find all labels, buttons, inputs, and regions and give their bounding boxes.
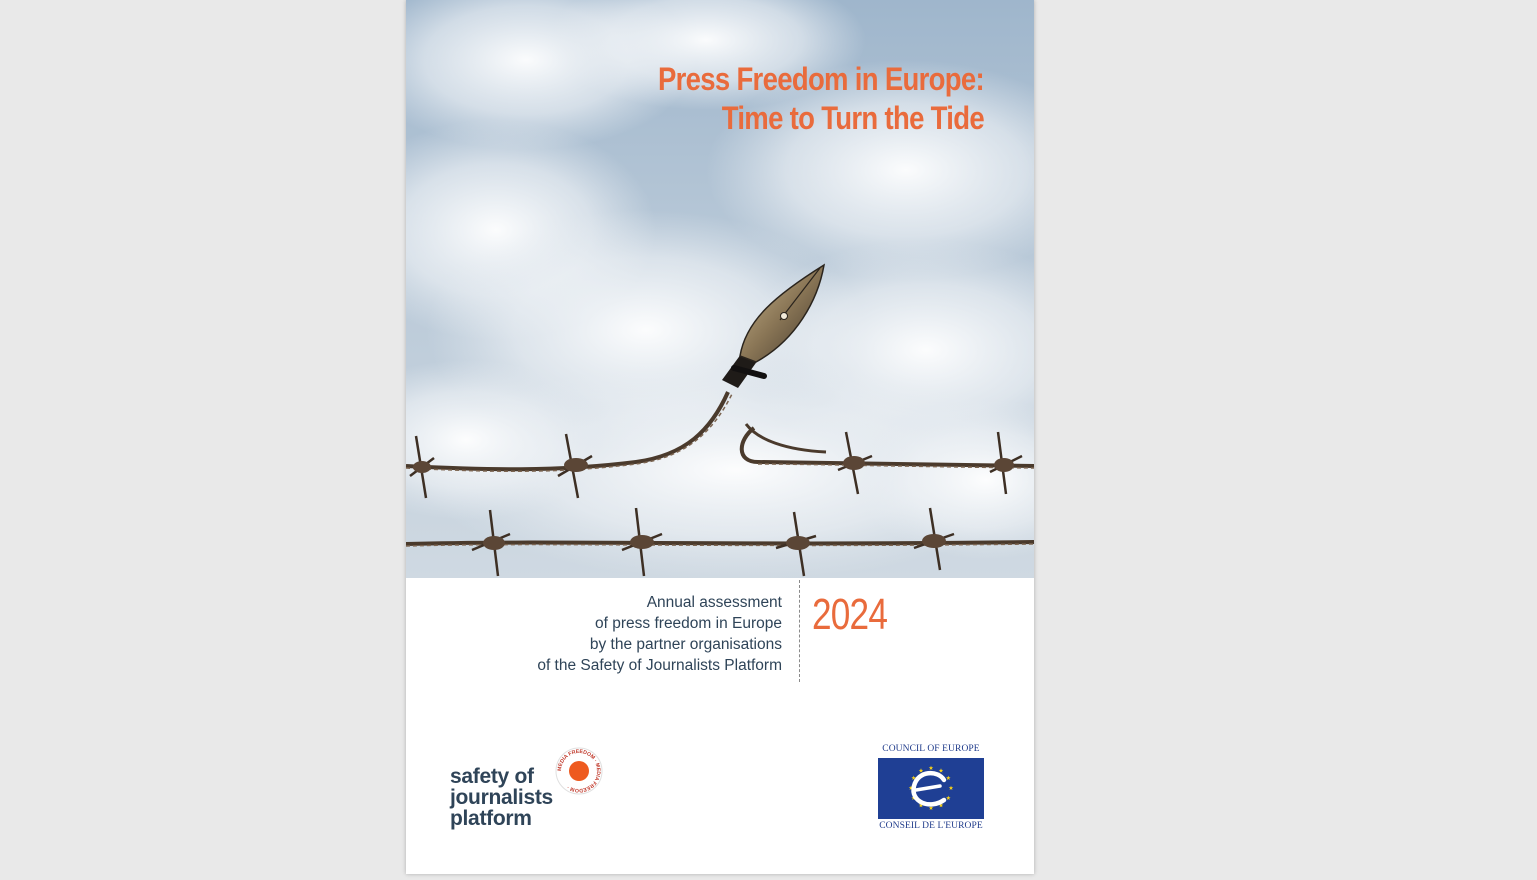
subtitle-line: of press freedom in Europe	[595, 615, 782, 632]
report-year: 2024	[812, 590, 888, 639]
svg-text:MEDIA FREEDOM · MEDIA FREEDOM: MEDIA FREEDOM · MEDIA FREEDOM ·	[556, 748, 602, 794]
title-line-2: Time to Turn the Tide	[721, 100, 984, 136]
report-title	[502, 60, 984, 138]
title-line-1: Press Freedom in Europe:	[657, 61, 984, 97]
council-of-europe-flag-icon	[878, 758, 984, 819]
platform-wordmark	[450, 766, 553, 829]
report-subtitle	[406, 592, 782, 676]
platform-wordmark-line: journalists	[450, 786, 553, 809]
report-cover-page	[406, 0, 1034, 874]
platform-wordmark-line: safety of	[450, 765, 534, 788]
media-freedom-badge-icon	[554, 746, 604, 796]
subtitle-line: of the Safety of Journalists Platform	[537, 657, 782, 674]
dashed-divider	[799, 580, 800, 682]
coe-name-french: CONSEIL DE L'EUROPE	[879, 821, 983, 831]
subtitle-line: Annual assessment	[646, 594, 782, 611]
subtitle-line: by the partner organisations	[589, 636, 782, 653]
safety-of-journalists-platform-logo	[450, 746, 610, 838]
council-of-europe-logo	[876, 744, 986, 836]
coe-name-english: COUNCIL OF EUROPE	[882, 744, 980, 754]
platform-wordmark-line: platform	[450, 807, 532, 830]
